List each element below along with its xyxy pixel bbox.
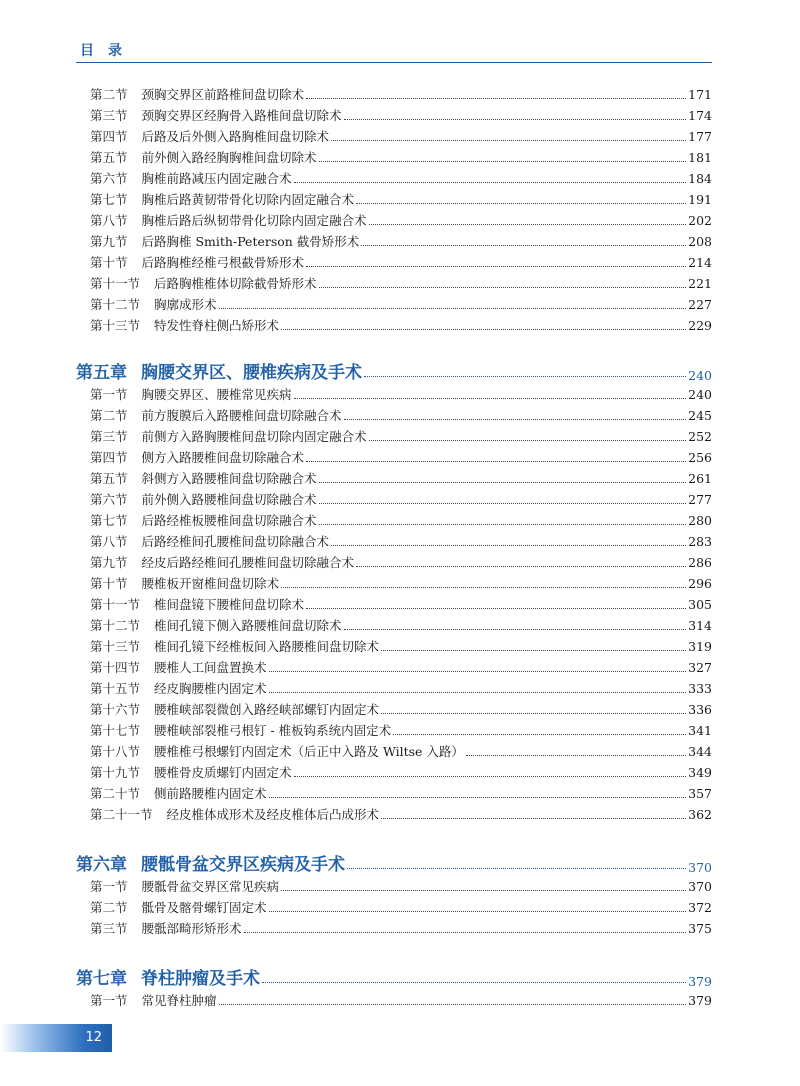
toc-page-number: 344 bbox=[688, 744, 712, 759]
toc-section-entry[interactable] bbox=[90, 878, 712, 896]
toc-section-number: 第九节 bbox=[90, 555, 128, 570]
toc-page-number: 227 bbox=[688, 297, 712, 312]
toc-section-entry[interactable] bbox=[90, 722, 712, 740]
toc-section-entry[interactable] bbox=[90, 554, 712, 572]
toc-leader-dots bbox=[319, 482, 687, 483]
toc-section-entry[interactable] bbox=[90, 170, 712, 188]
toc-leader-dots bbox=[381, 713, 686, 714]
toc-section-number: 第十九节 bbox=[90, 765, 141, 780]
toc-section-title: 斜侧方入路腰椎间盘切除融合术 bbox=[141, 471, 317, 486]
toc-page-number: 305 bbox=[688, 597, 712, 612]
toc-page-number: 362 bbox=[688, 807, 712, 822]
toc-section-number: 第十五节 bbox=[90, 681, 141, 696]
toc-page-number: 283 bbox=[688, 534, 712, 549]
page-header bbox=[76, 38, 712, 63]
toc-section-number: 第十二节 bbox=[90, 618, 141, 633]
toc-page-number: 333 bbox=[688, 681, 712, 696]
toc-leader-dots bbox=[281, 329, 686, 330]
toc-leader-dots bbox=[356, 203, 686, 204]
toc-section-title: 经皮后路经椎间孔腰椎间盘切除融合术 bbox=[141, 555, 355, 570]
toc-section-title: 前外侧入路腰椎间盘切除融合术 bbox=[141, 492, 317, 507]
toc-section-title: 后路及后外侧入路胸椎间盘切除术 bbox=[141, 129, 330, 144]
toc-section-number: 第一节 bbox=[90, 387, 128, 402]
toc-section-entry[interactable] bbox=[90, 743, 712, 761]
toc-section-title: 颈胸交界区前路椎间盘切除术 bbox=[141, 87, 305, 102]
toc-section-title: 胸椎后路黄韧带骨化切除内固定融合术 bbox=[141, 192, 355, 207]
toc-section-entry[interactable] bbox=[90, 275, 712, 293]
toc-page-number: 214 bbox=[688, 255, 712, 270]
toc-page-number: 357 bbox=[688, 786, 712, 801]
toc-section-entry[interactable] bbox=[90, 899, 712, 917]
toc-section-number: 第一节 bbox=[90, 993, 128, 1008]
toc-section-entry[interactable] bbox=[90, 407, 712, 425]
toc-page-number: 327 bbox=[688, 660, 712, 675]
toc-section-title: 前方腹膜后入路腰椎间盘切除融合术 bbox=[141, 408, 342, 423]
toc-page-number: 240 bbox=[688, 368, 712, 383]
toc-section-title: 前侧方入路胸腰椎间盘切除内固定融合术 bbox=[141, 429, 367, 444]
toc-section-entry[interactable] bbox=[90, 617, 712, 635]
toc-section-title: 腰椎人工间盘置换术 bbox=[154, 660, 267, 675]
toc-leader-dots bbox=[219, 308, 687, 309]
toc-section-title: 骶骨及髂骨螺钉固定术 bbox=[141, 900, 267, 915]
toc-section-entry[interactable] bbox=[90, 680, 712, 698]
toc-section-entry[interactable] bbox=[90, 764, 712, 782]
toc-page-number: 181 bbox=[688, 150, 712, 165]
toc-page-number: 372 bbox=[688, 900, 712, 915]
toc-page-number: 191 bbox=[688, 192, 712, 207]
toc-leader-dots bbox=[306, 98, 686, 99]
toc-page-number: 252 bbox=[688, 429, 712, 444]
toc-section-entry[interactable] bbox=[90, 785, 712, 803]
toc-page-number: 245 bbox=[688, 408, 712, 423]
footer-page-tab bbox=[0, 1024, 112, 1052]
toc-leader-dots bbox=[319, 161, 687, 162]
toc-section-title: 腰骶部畸形矫形术 bbox=[141, 921, 242, 936]
toc-section-title: 常见脊柱肿瘤 bbox=[141, 993, 217, 1008]
toc-section-number: 第十六节 bbox=[90, 702, 141, 717]
toc-leader-dots bbox=[294, 398, 687, 399]
toc-section-entry[interactable] bbox=[90, 386, 712, 404]
toc-section-number: 第十二节 bbox=[90, 297, 141, 312]
toc-chapter-number: 第七章 bbox=[76, 969, 127, 989]
toc-leader-dots bbox=[344, 419, 687, 420]
toc-page-number: 314 bbox=[688, 618, 712, 633]
toc-page-number: 277 bbox=[688, 492, 712, 507]
toc-section-number: 第六节 bbox=[90, 492, 128, 507]
toc-section-number: 第二十一节 bbox=[90, 807, 153, 822]
toc-page-number: 370 bbox=[688, 879, 712, 894]
toc-chapter-title: 腰骶骨盆交界区疾病及手术 bbox=[141, 855, 345, 875]
toc-section-entry[interactable] bbox=[90, 191, 712, 209]
toc-chapter-entry[interactable] bbox=[76, 851, 712, 875]
toc-leader-dots bbox=[319, 287, 687, 288]
toc-section-number: 第十一节 bbox=[90, 276, 141, 291]
toc-section-title: 腰骶骨盆交界区常见疾病 bbox=[141, 879, 280, 894]
toc-page-number: 336 bbox=[688, 702, 712, 717]
toc-section-title: 椎间盘镜下腰椎间盘切除术 bbox=[154, 597, 305, 612]
toc-page-number: 319 bbox=[688, 639, 712, 654]
toc-leader-dots bbox=[466, 755, 686, 756]
toc-section-title: 椎间孔镜下侧入路腰椎间盘切除术 bbox=[154, 618, 342, 633]
toc-page-number: 296 bbox=[688, 576, 712, 591]
toc-leader-dots bbox=[361, 245, 686, 246]
toc-page-number: 280 bbox=[688, 513, 712, 528]
toc-leader-dots bbox=[281, 587, 686, 588]
toc-page-number: 202 bbox=[688, 213, 712, 228]
toc-leader-dots bbox=[331, 545, 686, 546]
toc-leader-dots bbox=[306, 266, 686, 267]
toc-leader-dots bbox=[269, 911, 687, 912]
toc-section-number: 第十八节 bbox=[90, 744, 141, 759]
toc-leader-dots bbox=[294, 776, 687, 777]
toc-leader-dots bbox=[244, 932, 687, 933]
toc-leader-dots bbox=[219, 1004, 687, 1005]
toc-leader-dots bbox=[269, 797, 687, 798]
toc-page-number: 379 bbox=[688, 974, 712, 989]
toc-section-number: 第十节 bbox=[90, 255, 128, 270]
toc-section-entry[interactable] bbox=[90, 449, 712, 467]
toc-section-title: 后路胸椎经椎弓根截骨矫形术 bbox=[141, 255, 305, 270]
toc-section-number: 第二节 bbox=[90, 87, 128, 102]
toc-section-title: 胸椎后路后纵韧带骨化切除内固定融合术 bbox=[141, 213, 367, 228]
toc-leader-dots bbox=[319, 503, 687, 504]
toc-section-entry[interactable] bbox=[90, 533, 712, 551]
toc-section-number: 第三节 bbox=[90, 108, 128, 123]
toc-page-number: 229 bbox=[688, 318, 712, 333]
toc-leader-dots bbox=[306, 608, 686, 609]
toc-section-entry[interactable] bbox=[90, 254, 712, 272]
toc-leader-dots bbox=[269, 671, 687, 672]
toc-chapter-entry[interactable] bbox=[76, 359, 712, 383]
toc-section-number: 第二节 bbox=[90, 900, 128, 915]
toc-page-number: 174 bbox=[688, 108, 712, 123]
toc-section-number: 第十一节 bbox=[90, 597, 141, 612]
toc-leader-dots bbox=[393, 734, 686, 735]
toc-section-title: 后路胸椎椎体切除截骨矫形术 bbox=[154, 276, 317, 291]
toc-section-title: 腰椎峡部裂微创入路经峡部螺钉内固定术 bbox=[154, 702, 380, 717]
toc-page-number: 171 bbox=[688, 87, 712, 102]
toc-section-number: 第二节 bbox=[90, 408, 128, 423]
toc-leader-dots bbox=[381, 818, 686, 819]
toc-section-number: 第五节 bbox=[90, 150, 128, 165]
page-header-title: 目录 bbox=[80, 43, 136, 59]
toc-section-number: 第七节 bbox=[90, 192, 128, 207]
toc-section-title: 经皮椎体成形术及经皮椎体后凸成形术 bbox=[166, 807, 380, 822]
toc-section-entry[interactable] bbox=[90, 233, 712, 251]
toc-section-number: 第十节 bbox=[90, 576, 128, 591]
toc-section-entry[interactable] bbox=[90, 806, 712, 824]
toc-section-entry[interactable] bbox=[90, 86, 712, 104]
toc-section-number: 第八节 bbox=[90, 534, 128, 549]
toc-page-number: 256 bbox=[688, 450, 712, 465]
toc-leader-dots bbox=[344, 629, 687, 630]
toc-section-number: 第六节 bbox=[90, 171, 128, 186]
toc-leader-dots bbox=[306, 461, 686, 462]
toc-leader-dots bbox=[347, 868, 686, 869]
toc-page-number: 286 bbox=[688, 555, 712, 570]
toc-section-entry[interactable] bbox=[90, 920, 712, 938]
toc-section-number: 第三节 bbox=[90, 921, 128, 936]
toc-section-entry[interactable] bbox=[90, 212, 712, 230]
toc-leader-dots bbox=[269, 692, 687, 693]
toc-leader-dots bbox=[281, 890, 686, 891]
toc-page-number: 375 bbox=[688, 921, 712, 936]
toc-section-entry[interactable] bbox=[90, 470, 712, 488]
toc-leader-dots bbox=[331, 140, 686, 141]
toc-section-entry[interactable] bbox=[90, 149, 712, 167]
toc-leader-dots bbox=[344, 119, 687, 120]
toc-section-title: 椎间孔镜下经椎板间入路腰椎间盘切除术 bbox=[154, 639, 380, 654]
toc-section-entry[interactable] bbox=[90, 575, 712, 593]
toc-section-number: 第四节 bbox=[90, 129, 128, 144]
toc-leader-dots bbox=[364, 376, 686, 377]
toc-page-number: 177 bbox=[688, 129, 712, 144]
toc-section-title: 胸腰交界区、腰椎常见疾病 bbox=[141, 387, 292, 402]
toc-chapter-number: 第六章 bbox=[76, 855, 127, 875]
toc-section-number: 第七节 bbox=[90, 513, 128, 528]
toc-section-title: 后路胸椎 Smith-Peterson 截骨矫形术 bbox=[141, 234, 360, 249]
toc-leader-dots bbox=[294, 182, 687, 183]
toc-section-entry[interactable] bbox=[90, 596, 712, 614]
toc-page-number: 261 bbox=[688, 471, 712, 486]
toc-section-number: 第九节 bbox=[90, 234, 128, 249]
toc-section-title: 侧前路腰椎内固定术 bbox=[154, 786, 267, 801]
toc-section-number: 第一节 bbox=[90, 879, 128, 894]
toc-section-title: 胸廓成形术 bbox=[154, 297, 217, 312]
toc-section-number: 第十三节 bbox=[90, 639, 141, 654]
toc-section-title: 腰椎峡部裂椎弓根钉 - 椎板钩系统内固定术 bbox=[154, 723, 392, 738]
toc-section-number: 第十三节 bbox=[90, 318, 141, 333]
toc-section-entry[interactable] bbox=[90, 701, 712, 719]
toc-section-number: 第十七节 bbox=[90, 723, 141, 738]
toc-page-number: 240 bbox=[688, 387, 712, 402]
toc-section-title: 侧方入路腰椎间盘切除融合术 bbox=[141, 450, 305, 465]
toc-chapter-title: 胸腰交界区、腰椎疾病及手术 bbox=[141, 363, 362, 383]
toc-page-number: 341 bbox=[688, 723, 712, 738]
toc-section-title: 颈胸交界区经胸骨入路椎间盘切除术 bbox=[141, 108, 342, 123]
toc-chapter-entry[interactable] bbox=[76, 965, 712, 989]
toc-page-number: 370 bbox=[688, 860, 712, 875]
page-number: 12 bbox=[85, 1030, 102, 1045]
toc-section-entry[interactable] bbox=[90, 992, 712, 1010]
toc-leader-dots bbox=[369, 440, 687, 441]
toc-section-number: 第三节 bbox=[90, 429, 128, 444]
toc-leader-dots bbox=[319, 524, 687, 525]
toc-section-title: 腰椎骨皮质螺钉内固定术 bbox=[154, 765, 292, 780]
toc-section-title: 后路经椎板腰椎间盘切除融合术 bbox=[141, 513, 317, 528]
toc-page-number: 221 bbox=[688, 276, 712, 291]
toc-chapter-number: 第五章 bbox=[76, 363, 127, 383]
toc-page-number: 184 bbox=[688, 171, 712, 186]
toc-section-entry[interactable] bbox=[90, 638, 712, 656]
toc-section-number: 第十四节 bbox=[90, 660, 141, 675]
toc-leader-dots bbox=[262, 982, 686, 983]
toc-section-title: 腰椎椎弓根螺钉内固定术（后正中入路及 Wiltse 入路） bbox=[154, 744, 464, 759]
toc-section-entry[interactable] bbox=[90, 317, 712, 335]
toc-section-title: 腰椎板开窗椎间盘切除术 bbox=[141, 576, 280, 591]
toc-leader-dots bbox=[356, 566, 686, 567]
toc-section-entry[interactable] bbox=[90, 296, 712, 314]
toc-section-title: 胸椎前路减压内固定融合术 bbox=[141, 171, 292, 186]
toc-page-number: 349 bbox=[688, 765, 712, 780]
toc-section-entry[interactable] bbox=[90, 659, 712, 677]
toc-leader-dots bbox=[369, 224, 687, 225]
toc-section-title: 前外侧入路经胸胸椎间盘切除术 bbox=[141, 150, 317, 165]
toc-section-entry[interactable] bbox=[90, 128, 712, 146]
toc-chapter-title: 脊柱肿瘤及手术 bbox=[141, 969, 260, 989]
toc-section-number: 第四节 bbox=[90, 450, 128, 465]
toc-section-title: 后路经椎间孔腰椎间盘切除融合术 bbox=[141, 534, 330, 549]
toc-section-number: 第二十节 bbox=[90, 786, 141, 801]
toc-section-entry[interactable] bbox=[90, 107, 712, 125]
toc-section-entry[interactable] bbox=[90, 512, 712, 530]
toc-leader-dots bbox=[381, 650, 686, 651]
toc-section-number: 第八节 bbox=[90, 213, 128, 228]
toc-section-number: 第五节 bbox=[90, 471, 128, 486]
toc-section-title: 特发性脊柱侧凸矫形术 bbox=[154, 318, 280, 333]
toc-section-title: 经皮胸腰椎内固定术 bbox=[154, 681, 267, 696]
toc-section-entry[interactable] bbox=[90, 428, 712, 446]
toc-page-number: 379 bbox=[688, 993, 712, 1008]
toc-section-entry[interactable] bbox=[90, 491, 712, 509]
toc-page-number: 208 bbox=[688, 234, 712, 249]
